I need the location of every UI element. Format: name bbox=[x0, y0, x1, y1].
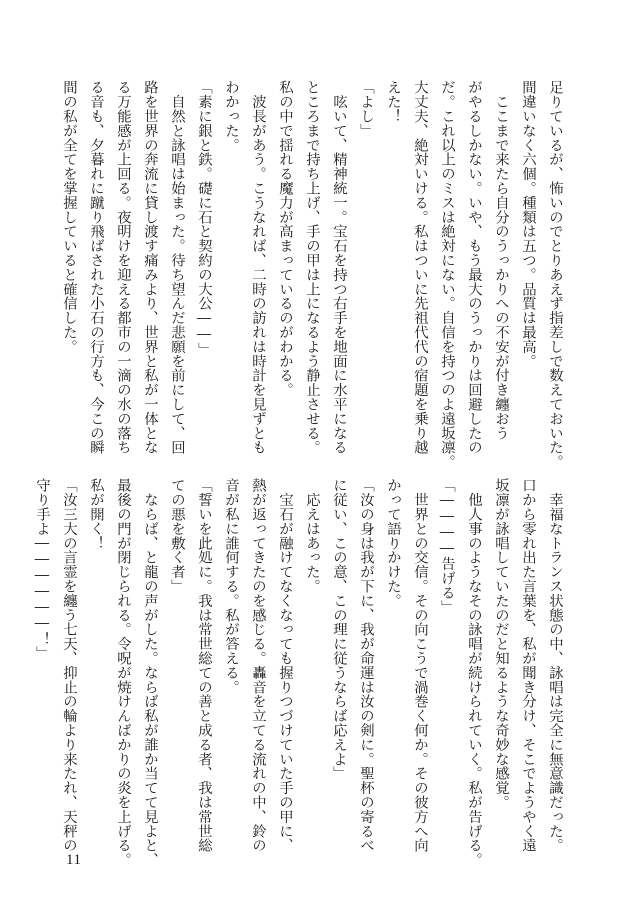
text-column: 最後の門が閉じられる。令呪が焼けんばかりの炎を上げる。 bbox=[115, 478, 131, 867]
text-column: る音も、夕暮れに蹴り飛ばされた小石の行方も、今この瞬 bbox=[88, 80, 104, 455]
text-column: 「汝の身は我が下に、我が命運は汝の剣に。聖杯の寄るべ bbox=[358, 478, 374, 853]
text-column: 「誓いを此処に。我は常世総ての善と成る者、我は常世総 bbox=[196, 478, 212, 853]
text-column: 「素に銀と鉄。礎に石と契約の大公――」 bbox=[196, 80, 212, 357]
text-column: ての悪を敷く者」 bbox=[169, 478, 185, 594]
text-column: 他人事のようなその詠唱が続けられていく。私が告げる。 bbox=[466, 478, 482, 867]
text-column: に従い、この意、この理に従うならば応えよ」 bbox=[331, 478, 347, 781]
text-column: 守り手よ――――――！」 bbox=[34, 478, 50, 661]
text-column: 大丈夫、絶対いける。私はついに先祖代代の宿題を乗り越 bbox=[412, 80, 428, 455]
text-column: 音が私に誰何する。私が答える。 bbox=[223, 478, 239, 694]
text-column: 呟いて、精神統一。宝石を持つ右手を地面に水平になる bbox=[331, 80, 347, 455]
text-column: 幸福なトランス状態の中、詠唱は完全に無意識だった。 bbox=[547, 478, 563, 853]
text-column: 自然と詠唱は始まった。待ち望んだ悲願を前にして、回 bbox=[169, 80, 185, 455]
text-column: 世界との交信。その向こうで渦巻く何か。その彼方へ向 bbox=[412, 478, 428, 853]
text-column: 熱が返ってきたのを感じる。轟音を立てる流れの中、鈴の bbox=[250, 478, 266, 853]
text-column: ところまで持ち上げ、手の甲は上になるよう静止させる。 bbox=[304, 80, 320, 455]
text-column: 私が開く！ bbox=[88, 478, 104, 550]
text-column: 「よし」 bbox=[358, 80, 374, 138]
text-column: がやるしかない。いや、もう最大のうっかりは回避したの bbox=[466, 80, 482, 455]
text-column: 私の中で揺れる魔力が高まっているのがわかる。 bbox=[277, 80, 293, 397]
text-column: 路を世界の奔流に貸し渡す痛みより、世界と私が一体とな bbox=[142, 80, 158, 455]
text-column: 「――――告げる」 bbox=[439, 478, 455, 614]
text-column: かって語りかけた。 bbox=[385, 478, 401, 608]
text-column: 「汝三大の言霊を纏う七天、抑止の輪より来たれ、天秤の bbox=[61, 478, 77, 853]
text-block-upper bbox=[61, 80, 568, 469]
text-column: 波長があう。こうなれば、二時の訪れは時計を見ずとも bbox=[250, 80, 266, 455]
text-column: 口から零れ出た言葉を、私が聞き分け、そこでようやく遠 bbox=[520, 478, 536, 853]
text-column: る万能感が上回る。夜明けを迎える都市の一滴の水の落ち bbox=[115, 80, 131, 455]
text-column: 応えはあった。 bbox=[304, 478, 320, 594]
text-column: ならば、と龍の声がした。ならば私が誰か当てて見よと、 bbox=[142, 478, 158, 867]
text-column: 間違いなく六個。種類は五つ。品質は最高。 bbox=[520, 80, 536, 368]
text-column: 間の私が全てを掌握していると確信した。 bbox=[61, 80, 77, 354]
text-column: ここまで来たら自分のうっかりへの不安が付き纏おう bbox=[493, 80, 509, 440]
text-column: えた！ bbox=[385, 80, 401, 124]
page-number: 11 bbox=[66, 852, 82, 868]
text-column: わかった。 bbox=[223, 80, 239, 152]
text-column: 坂凛が詠唱していたのだと知るような奇妙な感覚。 bbox=[493, 478, 509, 810]
text-column: だ。これ以上のミスは絶対にない。自信を持つのよ遠坂凛。 bbox=[439, 80, 455, 469]
text-column: 足りているが、怖いのでとりあえず指差しで数えておいた。 bbox=[547, 80, 563, 469]
text-column: 宝石が融けてなくなっても握りつづけていた手の甲に、 bbox=[277, 478, 293, 853]
